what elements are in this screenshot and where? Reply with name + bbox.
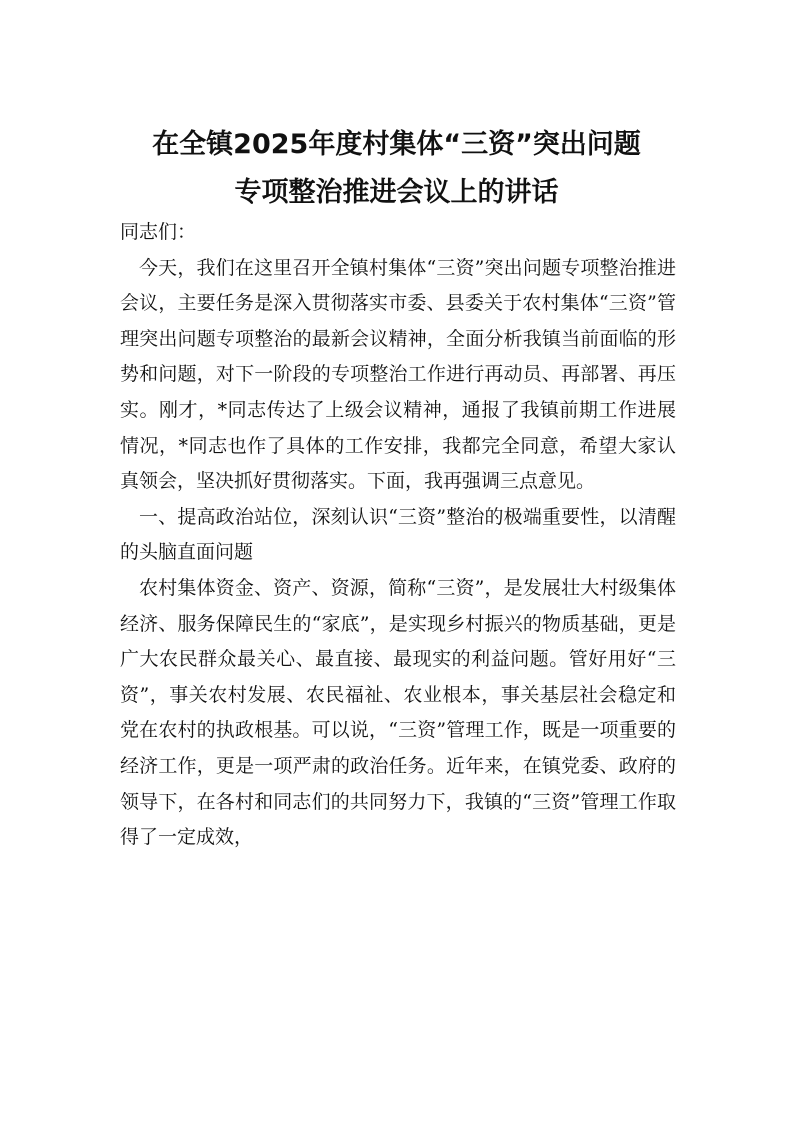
salutation: 同志们： [120,221,197,243]
section-heading-1: 一、提高政治站位，深刻认识“三资”整治的极端重要性，以清醒的头脑直面问题 [120,505,676,564]
document-body [120,215,676,856]
document-title-line-2: 专项整治推进会议上的讲话 [234,177,559,208]
document-title-line-1: 在全镇2025年度村集体“三资”突出问题 [152,129,641,160]
paragraph-section-1: 农村集体资金、资产、资源，简称“三资”，是发展壮大村级集体经济、服务保障民生的“家底”，是实现乡村振兴的物质基础，更是广大农民群众最关心、最直接、最现实的利益问题。管好用好“三资”，事关农村发展、农民福祉、农业根本，事关基层社会稳定和党在农村的执政根基。可以说，“三资”管理工作，既是一项重要的经济工作，更是一项严肃的政治任务。近年来，在镇党委、政府的领导下，在各村和同志们的共同努力下，我镇的“三资”管理工作取得了一定成效， [120,576,676,849]
paragraph-opening: 今天，我们在这里召开全镇村集体“三资”突出问题专项整治推进会议，主要任务是深入贯彻落实市委、县委关于农村集体“三资”管理突出问题专项整治的最新会议精神，全面分析我镇当前面临的形势和问题，对下一阶段的专项整治工作进行再动员、再部署、再压实。刚才，*同志传达了上级会议精神，通报了我镇前期工作进展情况，*同志也作了具体的工作安排，我都完全同意，希望大家认真领会，坚决抓好贯彻落实。下面，我再强调三点意见。 [120,256,676,493]
